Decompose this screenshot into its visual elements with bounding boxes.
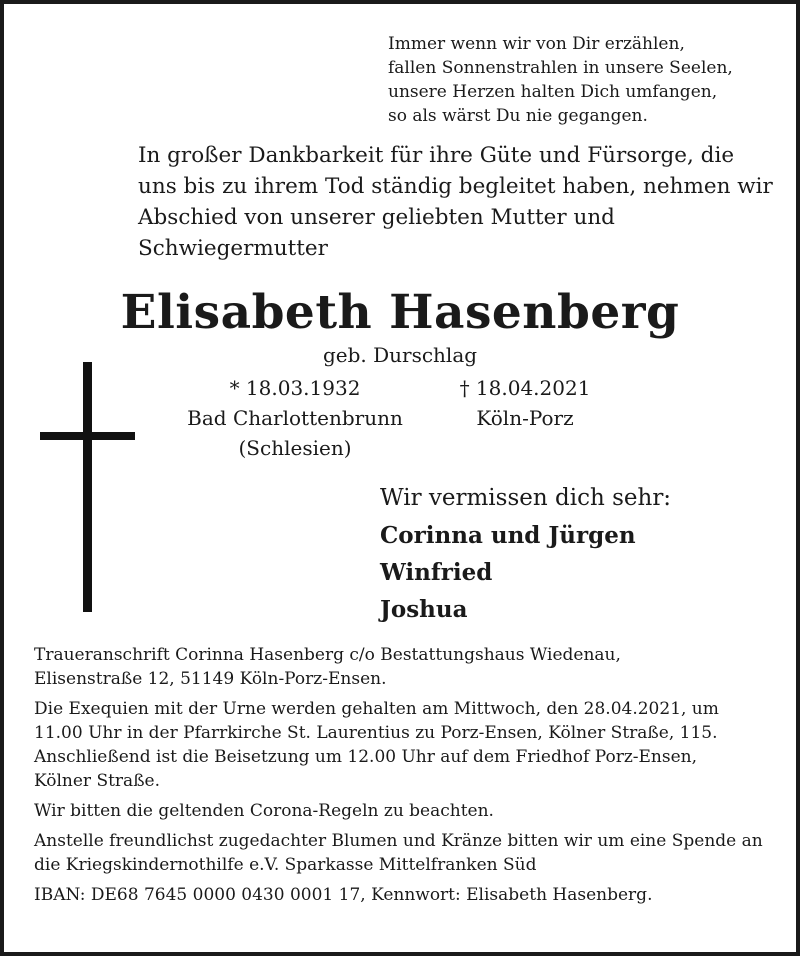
cross-horizontal-bar bbox=[40, 432, 135, 440]
birth-info bbox=[170, 373, 420, 463]
intro-line: Abschied von unserer geliebten Mutter und bbox=[138, 205, 615, 230]
intro-line: uns bis zu ihrem Tod ständig begleitet haben, nehmen wir bbox=[138, 174, 773, 199]
birth-place: Bad Charlottenbrunn bbox=[187, 406, 403, 430]
intro-line: Schwiegermutter bbox=[138, 236, 328, 261]
cross-icon bbox=[40, 362, 135, 612]
birth-date: * 18.03.1932 bbox=[229, 376, 361, 400]
cross-vertical-bar bbox=[83, 362, 92, 612]
intro-line: In großer Dankbarkeit für ihre Güte und Fürsorge, die bbox=[138, 143, 735, 168]
service-line: Anschließend ist die Beisetzung um 12.00 Uhr auf dem Friedhof Porz-Ensen, bbox=[34, 747, 698, 767]
family-member: Winfried bbox=[380, 559, 493, 586]
service-line: Kölner Straße. bbox=[34, 771, 161, 791]
poem-line: Immer wenn wir von Dir erzählen, bbox=[388, 34, 685, 54]
donation-line: die Kriegskindernothilfe e.V. Sparkasse Mittelfranken Süd bbox=[34, 855, 537, 875]
death-place: Köln-Porz bbox=[476, 406, 574, 430]
iban-line: IBAN: DE68 7645 0000 0430 0001 17, Kennwort: Elisabeth Hasenberg. bbox=[34, 885, 653, 905]
poem-line: unsere Herzen halten Dich umfangen, bbox=[388, 82, 718, 102]
poem-line: so als wärst Du nie gegangen. bbox=[388, 106, 648, 126]
family-member: Corinna und Jürgen bbox=[380, 522, 636, 549]
service-line: Die Exequien mit der Urne werden gehalten am Mittwoch, den 28.04.2021, um bbox=[34, 699, 719, 719]
address-line: Elisenstraße 12, 51149 Köln-Porz-Ensen. bbox=[34, 669, 387, 689]
maiden-name: geb. Durschlag bbox=[322, 343, 478, 367]
address-line: Traueranschrift Corinna Hasenberg c/o Bestattungshaus Wiedenau, bbox=[34, 645, 621, 665]
intro-text bbox=[138, 140, 788, 264]
deceased-name: Elisabeth Hasenberg bbox=[120, 285, 680, 340]
donation-line: Anstelle freundlichst zugedachter Blumen und Kränze bitten wir um eine Spende an bbox=[34, 831, 763, 851]
death-date: † 18.04.2021 bbox=[459, 376, 591, 400]
birth-region: (Schlesien) bbox=[238, 436, 352, 460]
memorial-poem bbox=[388, 32, 788, 128]
corona-notice: Wir bitten die geltenden Corona-Regeln zu beachten. bbox=[34, 801, 494, 821]
poem-line: fallen Sonnenstrahlen in unsere Seelen, bbox=[388, 58, 733, 78]
death-info bbox=[440, 373, 610, 433]
funeral-details bbox=[34, 643, 794, 907]
family-heading: Wir vermissen dich sehr: bbox=[380, 485, 672, 511]
family-member: Joshua bbox=[380, 596, 468, 623]
service-line: 11.00 Uhr in der Pfarrkirche St. Laurentius zu Porz-Ensen, Kölner Straße, 115. bbox=[34, 723, 718, 743]
family-block bbox=[380, 480, 780, 628]
